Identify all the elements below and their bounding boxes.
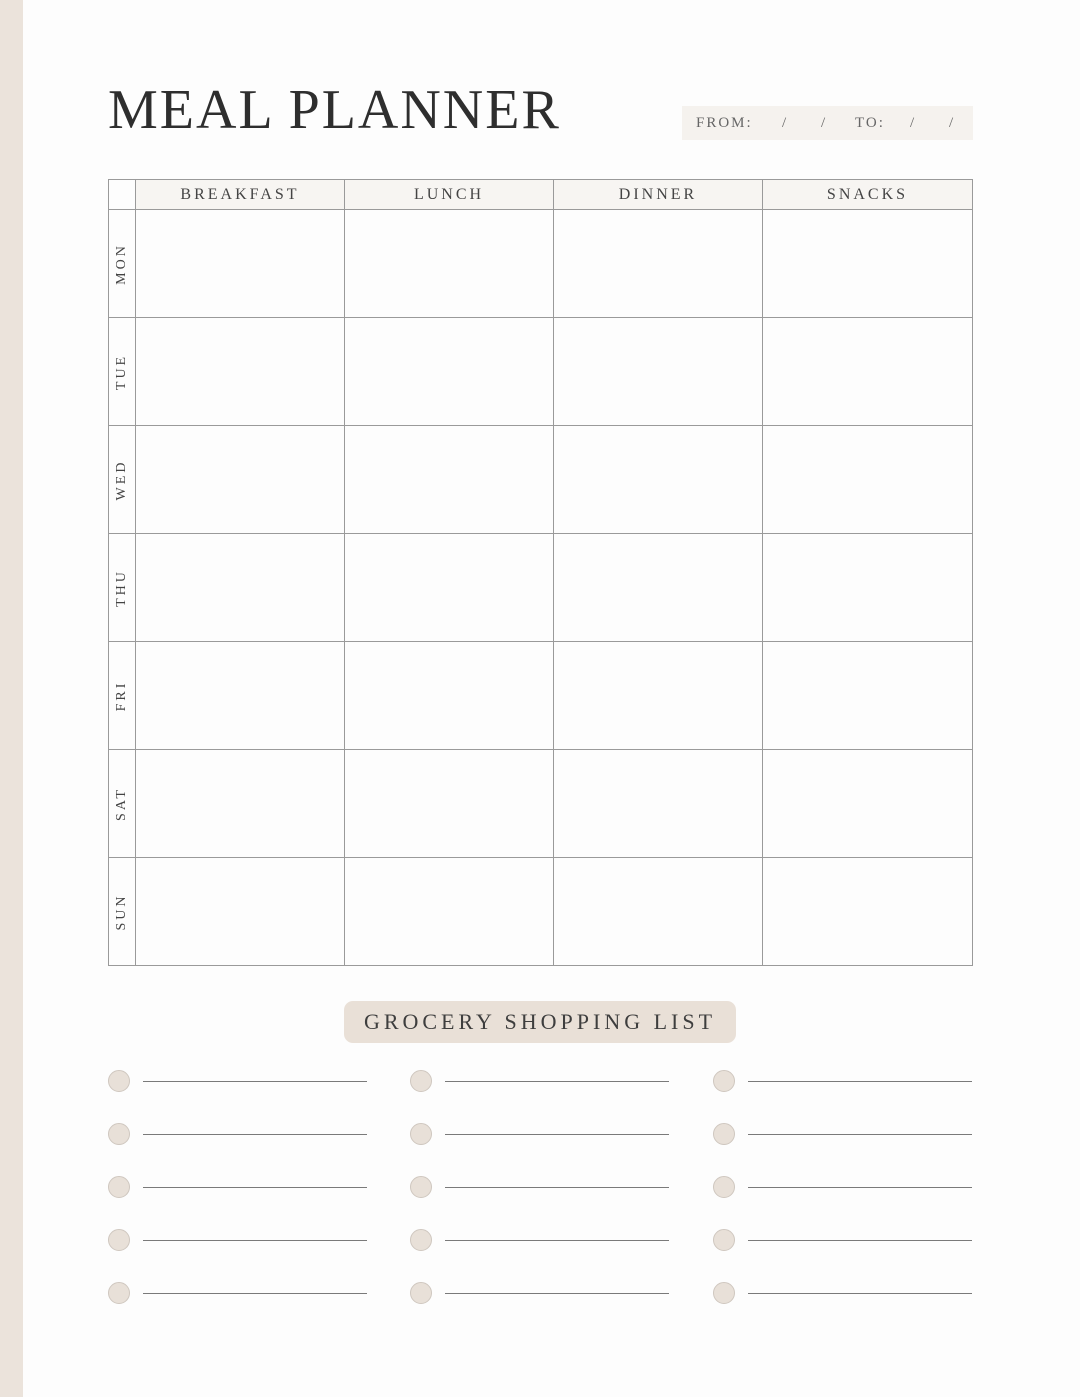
meal-cell-fri-breakfast[interactable] xyxy=(136,642,345,750)
meal-cell-tue-lunch[interactable] xyxy=(345,318,554,426)
meal-cell-tue-breakfast[interactable] xyxy=(136,318,345,426)
day-label-wed: WED xyxy=(114,459,129,500)
column-header-breakfast: BREAKFAST xyxy=(136,180,345,210)
to-separator-1: / xyxy=(910,115,917,131)
meal-cell-mon-dinner[interactable] xyxy=(554,210,763,318)
grocery-item-line-4[interactable] xyxy=(143,1240,367,1241)
meal-cell-thu-breakfast[interactable] xyxy=(136,534,345,642)
grocery-item-line-9[interactable] xyxy=(445,1240,669,1241)
meal-cell-thu-dinner[interactable] xyxy=(554,534,763,642)
meal-table xyxy=(108,179,973,966)
page-title: MEAL PLANNER xyxy=(108,79,561,141)
meal-cell-wed-dinner[interactable] xyxy=(554,426,763,534)
meal-cell-wed-breakfast[interactable] xyxy=(136,426,345,534)
day-cell-fri xyxy=(109,642,136,750)
grocery-checkbox-4[interactable] xyxy=(108,1229,130,1251)
day-label-tue: TUE xyxy=(114,353,129,390)
day-cell-wed xyxy=(109,426,136,534)
column-header-snacks: SNACKS xyxy=(763,180,973,210)
grocery-item-line-11[interactable] xyxy=(748,1081,972,1082)
meal-cell-sun-breakfast[interactable] xyxy=(136,858,345,966)
from-separator-1: / xyxy=(782,115,789,131)
meal-cell-sun-lunch[interactable] xyxy=(345,858,554,966)
side-accent-strip xyxy=(0,0,23,1397)
grocery-item-line-7[interactable] xyxy=(445,1134,669,1135)
meal-cell-wed-snacks[interactable] xyxy=(763,426,973,534)
day-cell-tue xyxy=(109,318,136,426)
grocery-item-line-5[interactable] xyxy=(143,1293,367,1294)
grocery-item-line-3[interactable] xyxy=(143,1187,367,1188)
to-label: TO: xyxy=(855,115,885,131)
grocery-checkbox-1[interactable] xyxy=(108,1070,130,1092)
meal-cell-mon-lunch[interactable] xyxy=(345,210,554,318)
grocery-checkbox-13[interactable] xyxy=(713,1176,735,1198)
grocery-item-line-6[interactable] xyxy=(445,1081,669,1082)
column-header-dinner: DINNER xyxy=(554,180,763,210)
grocery-list-title: GROCERY SHOPPING LIST xyxy=(344,1001,736,1043)
from-label: FROM: xyxy=(696,115,753,131)
grocery-checkbox-8[interactable] xyxy=(410,1176,432,1198)
day-label-mon: MON xyxy=(114,242,129,285)
table-row-sun xyxy=(109,858,973,966)
day-label-thu: THU xyxy=(114,568,129,607)
grocery-item-line-15[interactable] xyxy=(748,1293,972,1294)
meal-cell-sat-dinner[interactable] xyxy=(554,750,763,858)
day-cell-sat xyxy=(109,750,136,858)
grocery-checkbox-11[interactable] xyxy=(713,1070,735,1092)
table-row-thu xyxy=(109,534,973,642)
meal-cell-sat-breakfast[interactable] xyxy=(136,750,345,858)
grocery-item-line-8[interactable] xyxy=(445,1187,669,1188)
meal-cell-mon-snacks[interactable] xyxy=(763,210,973,318)
day-cell-sun xyxy=(109,858,136,966)
table-row-wed xyxy=(109,426,973,534)
grocery-checkbox-14[interactable] xyxy=(713,1229,735,1251)
meal-cell-sun-dinner[interactable] xyxy=(554,858,763,966)
corner-cell xyxy=(109,180,136,210)
column-header-lunch: LUNCH xyxy=(345,180,554,210)
day-label-fri: FRI xyxy=(114,680,129,711)
meal-cell-fri-snacks[interactable] xyxy=(763,642,973,750)
meal-cell-sun-snacks[interactable] xyxy=(763,858,973,966)
day-label-sat: SAT xyxy=(114,786,129,821)
grocery-item-line-10[interactable] xyxy=(445,1293,669,1294)
grocery-item-line-13[interactable] xyxy=(748,1187,972,1188)
meal-cell-tue-snacks[interactable] xyxy=(763,318,973,426)
grocery-checkbox-3[interactable] xyxy=(108,1176,130,1198)
day-cell-thu xyxy=(109,534,136,642)
day-cell-mon xyxy=(109,210,136,318)
meal-header-row xyxy=(109,180,973,210)
grocery-item-line-2[interactable] xyxy=(143,1134,367,1135)
grocery-checkbox-6[interactable] xyxy=(410,1070,432,1092)
grocery-checkbox-2[interactable] xyxy=(108,1123,130,1145)
grocery-checkbox-9[interactable] xyxy=(410,1229,432,1251)
to-separator-2: / xyxy=(949,115,956,131)
meal-cell-sat-snacks[interactable] xyxy=(763,750,973,858)
meal-cell-fri-lunch[interactable] xyxy=(345,642,554,750)
grocery-checkbox-12[interactable] xyxy=(713,1123,735,1145)
grocery-checkbox-5[interactable] xyxy=(108,1282,130,1304)
table-row-tue xyxy=(109,318,973,426)
meal-cell-wed-lunch[interactable] xyxy=(345,426,554,534)
table-row-mon xyxy=(109,210,973,318)
grocery-checkbox-15[interactable] xyxy=(713,1282,735,1304)
day-label-sun: SUN xyxy=(114,892,129,931)
date-range-box xyxy=(682,106,973,140)
grocery-item-line-14[interactable] xyxy=(748,1240,972,1241)
from-separator-2: / xyxy=(821,115,828,131)
table-row-fri xyxy=(109,642,973,750)
grocery-checkbox-10[interactable] xyxy=(410,1282,432,1304)
meal-cell-sat-lunch[interactable] xyxy=(345,750,554,858)
grocery-checkbox-7[interactable] xyxy=(410,1123,432,1145)
grocery-item-line-1[interactable] xyxy=(143,1081,367,1082)
table-row-sat xyxy=(109,750,973,858)
meal-cell-thu-snacks[interactable] xyxy=(763,534,973,642)
meal-cell-fri-dinner[interactable] xyxy=(554,642,763,750)
meal-cell-mon-breakfast[interactable] xyxy=(136,210,345,318)
grocery-item-line-12[interactable] xyxy=(748,1134,972,1135)
meal-cell-thu-lunch[interactable] xyxy=(345,534,554,642)
meal-cell-tue-dinner[interactable] xyxy=(554,318,763,426)
